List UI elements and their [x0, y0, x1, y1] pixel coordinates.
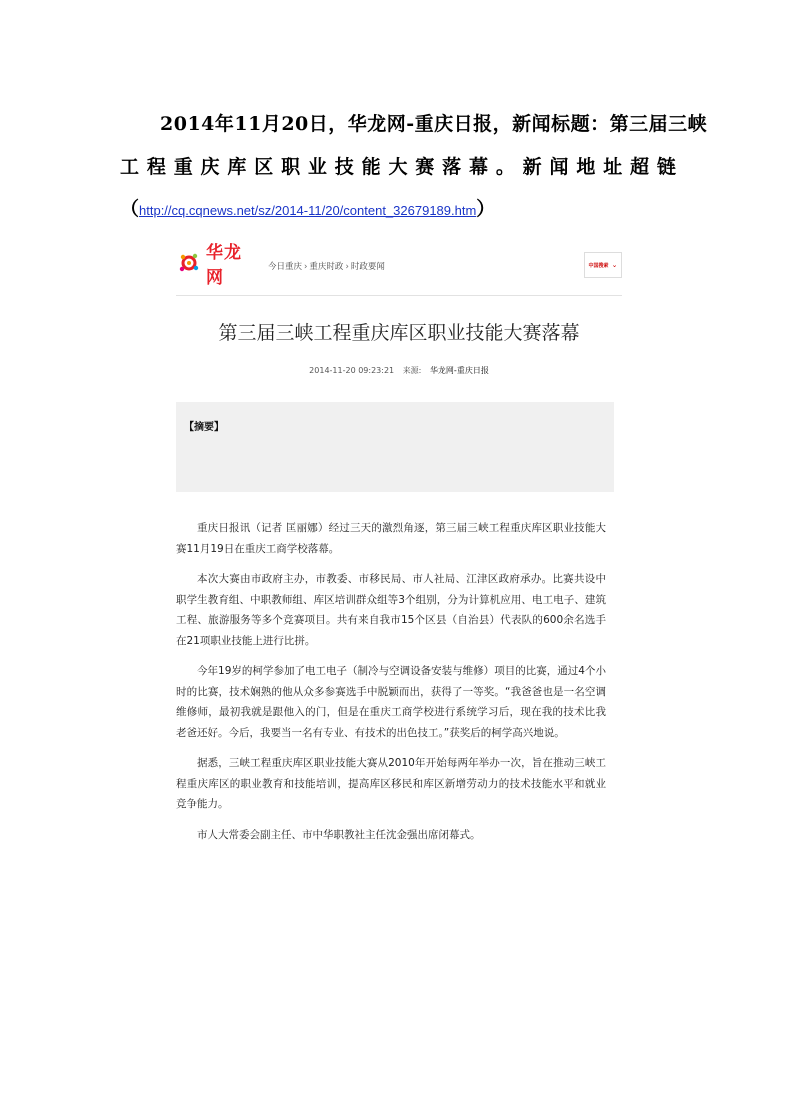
breadcrumb — [268, 260, 385, 272]
breadcrumb-separator: › — [345, 262, 349, 272]
article-title: 第三届三峡工程重庆库区职业技能大赛落幕 — [218, 322, 580, 344]
caption-char: 地 — [576, 156, 596, 178]
abstract-label: 【摘要】 — [184, 422, 224, 433]
site-logo[interactable] — [178, 243, 258, 288]
caption-char: 库 — [227, 156, 247, 178]
article-datetime: 2014-11-20 09:23:21 — [309, 366, 395, 375]
search-dropdown[interactable] — [584, 252, 622, 278]
dropdown-label: 中国搜索 — [588, 262, 609, 269]
article-paragraph: 重庆日报讯（记者 匡丽娜）经过三天的激烈角逐，第三届三峡工程重庆库区职业技能大赛11月19日在重庆工商学校落幕。 — [176, 522, 606, 555]
caption-char: 链 — [656, 156, 676, 178]
caption-char: 。 — [495, 156, 515, 178]
caption-line-2 — [120, 152, 676, 179]
caption-line-3 — [120, 194, 676, 221]
caption-char: 技 — [334, 156, 354, 178]
caption-char: 闻 — [549, 156, 569, 178]
article-paragraph: 今年19岁的柯学参加了电工电子（制冷与空调设备安装与维修）项目的比赛，通过4个小时的比赛，技术娴熟的他从众多参赛选手中脱颖而出，获得了一等奖。“我爸爸也是一名空调维修师，最初我就是跟他入的门，但是在重庆工商学校进行系统学习后，现在我的技术比我老爸还好。今后，我要当一名有专业、有技术的出色技工。”获奖后的柯学高兴地说。 — [176, 665, 606, 739]
caption-char: 赛 — [415, 156, 435, 178]
caption-char: 幕 — [468, 156, 488, 178]
news-screenshot — [176, 238, 622, 878]
caption-char: 区 — [254, 156, 274, 178]
article-meta — [176, 365, 622, 376]
abstract-box — [176, 402, 614, 492]
breadcrumb-item[interactable]: 今日重庆 — [268, 262, 303, 272]
article-paragraph: 市人大常委会副主任、市中华职教社主任沈金强出席闭幕式。 — [197, 828, 481, 841]
close-paren: ） — [476, 198, 496, 220]
chevron-down-icon: ⌄ — [611, 261, 618, 269]
caption-char: 大 — [388, 156, 408, 178]
open-paren: （ — [120, 198, 140, 220]
breadcrumb-separator: › — [304, 262, 308, 272]
breadcrumb-item[interactable]: 时政要闻 — [350, 262, 385, 272]
site-header — [176, 238, 622, 296]
caption-char: 能 — [361, 156, 381, 178]
article-paragraph: 本次大赛由市政府主办，市教委、市移民局、市人社局、江津区政府承办。比赛共设中职学生教育组、中职教师组、库区培训群众组等3个组别，分为计算机应用、电工电子、建筑工程、旅游服务等多个竞赛项目。共有来自我市15个区县（自治县）代表队的600余名选手在21项职业技能上进行比拼。 — [176, 573, 606, 647]
logo-text: 华龙网 — [206, 243, 242, 288]
article-body — [176, 518, 606, 855]
header-divider — [176, 295, 622, 296]
caption-char: 业 — [307, 156, 327, 178]
caption-char: 落 — [442, 156, 462, 178]
source-label: 来源: — [402, 366, 422, 375]
dragon-logo-icon — [178, 252, 200, 274]
caption-char: 庆 — [200, 156, 220, 178]
caption-char: 址 — [603, 156, 623, 178]
caption-char: 工 — [120, 156, 140, 178]
caption-char: 职 — [281, 156, 301, 178]
news-url-link[interactable]: http://cq.cqnews.net/sz/2014-11/20/content_32679189.htm — [139, 203, 477, 218]
breadcrumb-item[interactable]: 重庆时政 — [309, 262, 344, 272]
article-paragraph: 据悉，三峡工程重庆库区职业技能大赛从2010年开始每两年举办一次，旨在推动三峡工程重庆库区的职业教育和技能培训，提高库区移民和库区新增劳动力的技术技能水平和就业竞争能力。 — [176, 757, 606, 810]
caption-char: 新 — [522, 156, 542, 178]
caption-char: 重 — [173, 156, 193, 178]
caption-char: 超 — [630, 156, 650, 178]
caption-char: 程 — [146, 156, 166, 178]
article-source: 华龙网-重庆日报 — [429, 366, 489, 375]
caption-line-1: 2014年11月20日，华龙网-重庆日报，新闻标题：第三届三峡 — [160, 113, 708, 135]
